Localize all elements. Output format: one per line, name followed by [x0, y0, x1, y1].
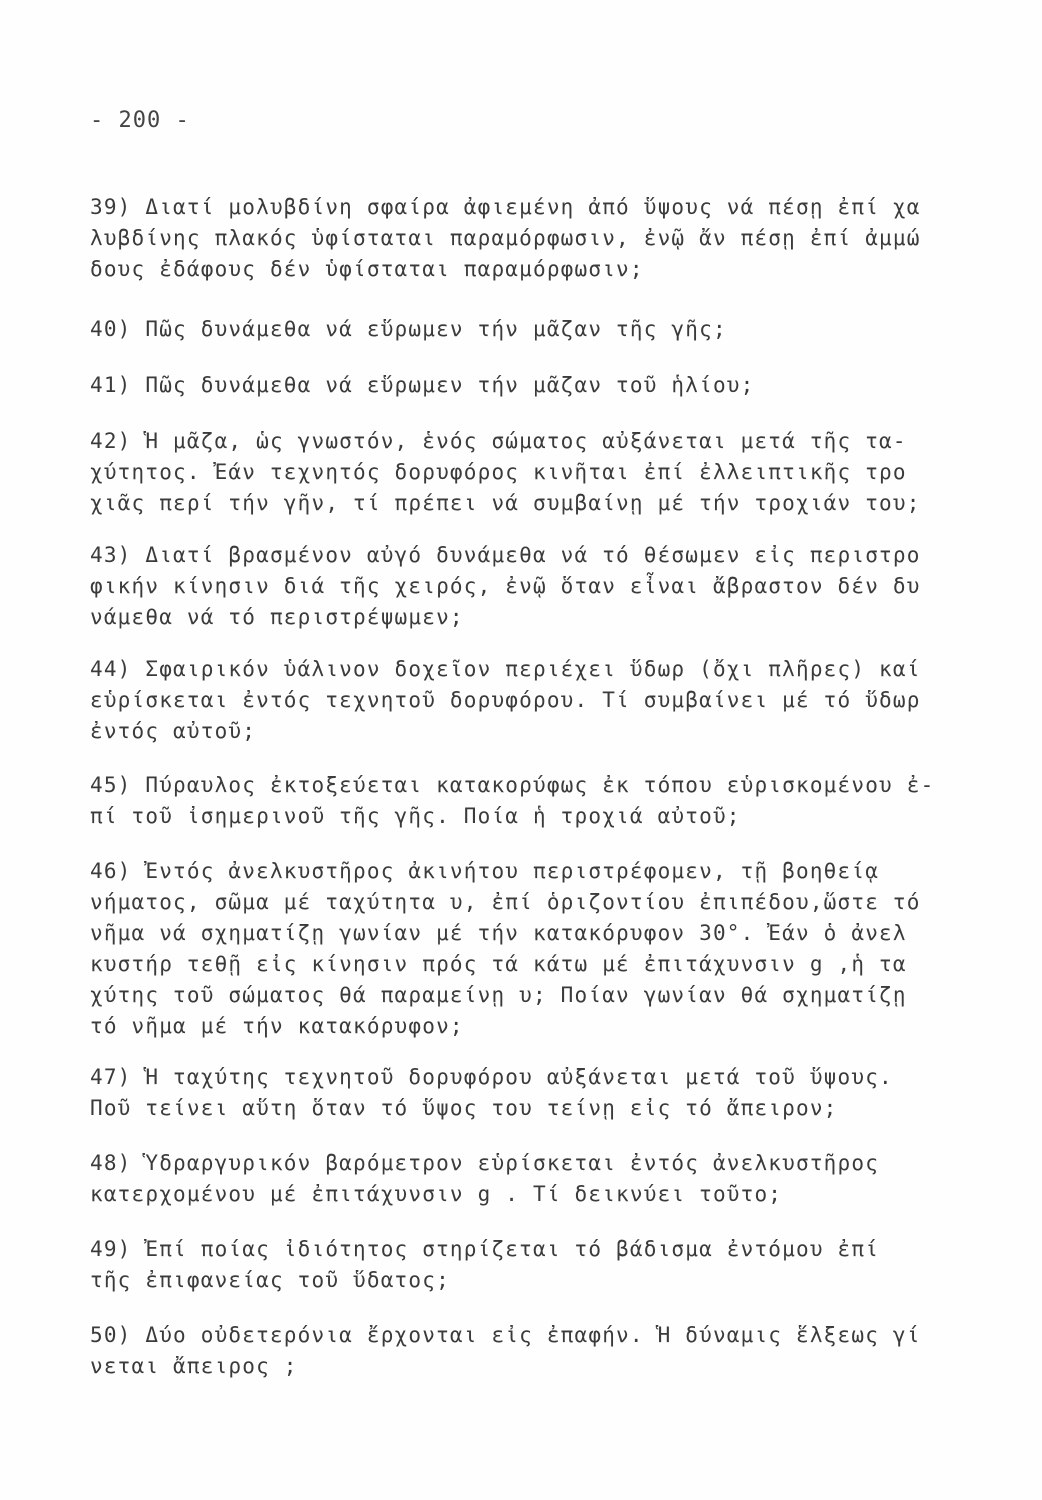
question-line: νεται ἄπειρος ;: [90, 1354, 298, 1378]
question-line: 50) Δύο οὐδετερόνια ἔρχονται εἰς ἐπαφήν. Ἡ δύναμις ἕλξεως γί: [90, 1323, 921, 1347]
question-line: δους ἐδάφους δέν ὑφίσταται παραμόρφωσιν;: [90, 257, 644, 281]
question-48: [90, 1148, 990, 1210]
question-41: [90, 370, 990, 401]
question-47: [90, 1062, 990, 1124]
question-line: 41) Πῶς δυνάμεθα νά εὕρωμεν τήν μᾶζαν τοῦ ἡλίου;: [90, 373, 755, 397]
question-line: 44) Σφαιρικόν ὑάλινον δοχεῖον περιέχει ὕδωρ (ὄχι πλῆρες) καί: [90, 657, 921, 681]
question-line: 46) Ἐντός ἀνελκυστῆρος ἀκινήτου περιστρέφομεν, τῇ βοηθείᾳ: [90, 859, 880, 883]
question-line: 45) Πύραυλος ἐκτοξεύεται κατακορύφως ἐκ τόπου εὑρισκομένου ἐ-: [90, 773, 935, 797]
question-44: [90, 654, 990, 747]
question-line: νάμεθα νά τό περιστρέψωμεν;: [90, 605, 464, 629]
question-46: [90, 856, 990, 1042]
question-line: 42) Ἡ μᾶζα, ὡς γνωστόν, ἑνός σώματος αὐξάνεται μετά τῆς τα-: [90, 429, 907, 453]
question-line: 48) Ὑδραργυρικόν βαρόμετρον εὑρίσκεται ἐντός ἀνελκυστῆρος: [90, 1151, 880, 1175]
question-line: νῆμα νά σχηματίζῃ γωνίαν μέ τήν κατακόρυφον 30°. Ἐάν ὁ ἀνελ: [90, 921, 907, 945]
question-line: χύτητος. Ἐάν τεχνητός δορυφόρος κινῆται ἐπί ἐλλειπτικῆς τρο: [90, 460, 907, 484]
question-line: κυστήρ τεθῇ εἰς κίνησιν πρός τά κάτω μέ ἐπιτάχυνσιν g ,ἡ τα: [90, 952, 907, 976]
question-line: κατερχομένου μέ ἐπιτάχυνσιν g . Τί δεικνύει τοῦτο;: [90, 1182, 783, 1206]
question-line: φικήν κίνησιν διά τῆς χειρός, ἐνῷ ὅταν εἶναι ἄβραστον δέν δυ: [90, 574, 921, 598]
question-50: [90, 1320, 990, 1382]
question-42: [90, 426, 990, 519]
question-line: 39) Διατί μολυβδίνη σφαίρα ἀφιεμένη ἀπό ὕψους νά πέσῃ ἐπί χα: [90, 195, 921, 219]
question-line: τῆς ἐπιφανείας τοῦ ὕδατος;: [90, 1268, 450, 1292]
question-line: 47) Ἡ ταχύτης τεχνητοῦ δορυφόρου αὐξάνεται μετά τοῦ ὕψους.: [90, 1065, 893, 1089]
question-40: [90, 314, 990, 345]
question-line: 40) Πῶς δυνάμεθα νά εὕρωμεν τήν μᾶζαν τῆς γῆς;: [90, 317, 727, 341]
question-49: [90, 1234, 990, 1296]
question-line: ἐντός αὐτοῦ;: [90, 719, 257, 743]
question-line: 49) Ἐπί ποίας ἰδιότητος στηρίζεται τό βάδισμα ἐντόμου ἐπί: [90, 1237, 880, 1261]
question-line: εὑρίσκεται ἐντός τεχνητοῦ δορυφόρου. Τί συμβαίνει μέ τό ὕδωρ: [90, 688, 921, 712]
question-line: λυβδίνης πλακός ὑφίσταται παραμόρφωσιν, ἐνῷ ἄν πέσῃ ἐπί ἀμμώ: [90, 226, 921, 250]
question-line: Ποῦ τείνει αὕτη ὅταν τό ὕψος του τείνῃ εἰς τό ἄπειρον;: [90, 1096, 838, 1120]
question-39: [90, 192, 990, 285]
question-line: 43) Διατί βρασμένον αὐγό δυνάμεθα νά τό θέσωμεν εἰς περιστρο: [90, 543, 921, 567]
question-45: [90, 770, 990, 832]
question-line: χιᾶς περί τήν γῆν, τί πρέπει νά συμβαίνῃ μέ τήν τροχιάν του;: [90, 491, 921, 515]
question-line: τό νῆμα μέ τήν κατακόρυφον;: [90, 1014, 464, 1038]
question-43: [90, 540, 990, 633]
page-number: - 200 -: [90, 108, 190, 133]
question-line: χύτης τοῦ σώματος θά παραμείνῃ υ; Ποίαν γωνίαν θά σχηματίζῃ: [90, 983, 907, 1007]
question-line: πί τοῦ ἰσημερινοῦ τῆς γῆς. Ποία ἡ τροχιά αὐτοῦ;: [90, 804, 741, 828]
question-line: νήματος, σῶμα μέ ταχύτητα υ, ἐπί ὁριζοντίου ἐπιπέδου,ὥστε τό: [90, 890, 921, 914]
